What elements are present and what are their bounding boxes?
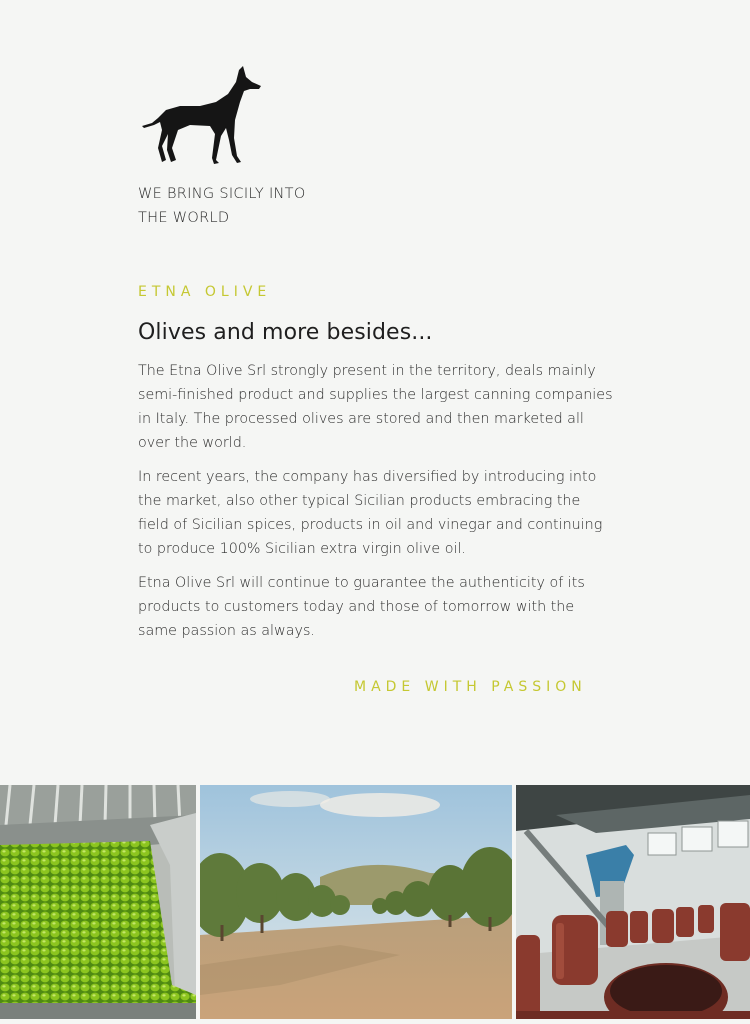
paragraph-3: Etna Olive Srl will continue to guarantee the authenticity of its products to customers today and those of tomorrow with the same passion as always. <box>138 575 585 639</box>
body-text <box>138 359 614 653</box>
section-eyebrow: ETNA OLIVE <box>138 284 272 300</box>
green-olives-bin-photo <box>0 785 196 1019</box>
olive-grove-photo <box>200 785 512 1019</box>
photo-gallery <box>0 785 750 1019</box>
paragraph-1: The Etna Olive Srl strongly present in the territory, deals mainly semi-finished product and supplies the largest canning companies in Italy. The processed olives are stored and then marketed all over the world. <box>138 363 613 451</box>
page-footer-strip <box>0 1019 750 1024</box>
greyhound-dog-icon[interactable] <box>140 62 264 166</box>
signoff-text: MADE WITH PASSION <box>354 679 587 695</box>
tagline-line-2: THE WORLD <box>138 210 230 226</box>
processing-plant-barrels-photo <box>516 785 750 1019</box>
paragraph-2: In recent years, the company has diversified by introducing into the market, also other typical Sicilian products embracing the field of Sicilian spices, products in oil and vinegar and continuing to produce 100% Sicilian extra virgin olive oil. <box>138 469 603 557</box>
page-title: Olives and more besides... <box>138 320 433 345</box>
tagline-line-1: WE BRING SICILY INTO <box>138 186 306 202</box>
brand-tagline <box>138 182 358 230</box>
